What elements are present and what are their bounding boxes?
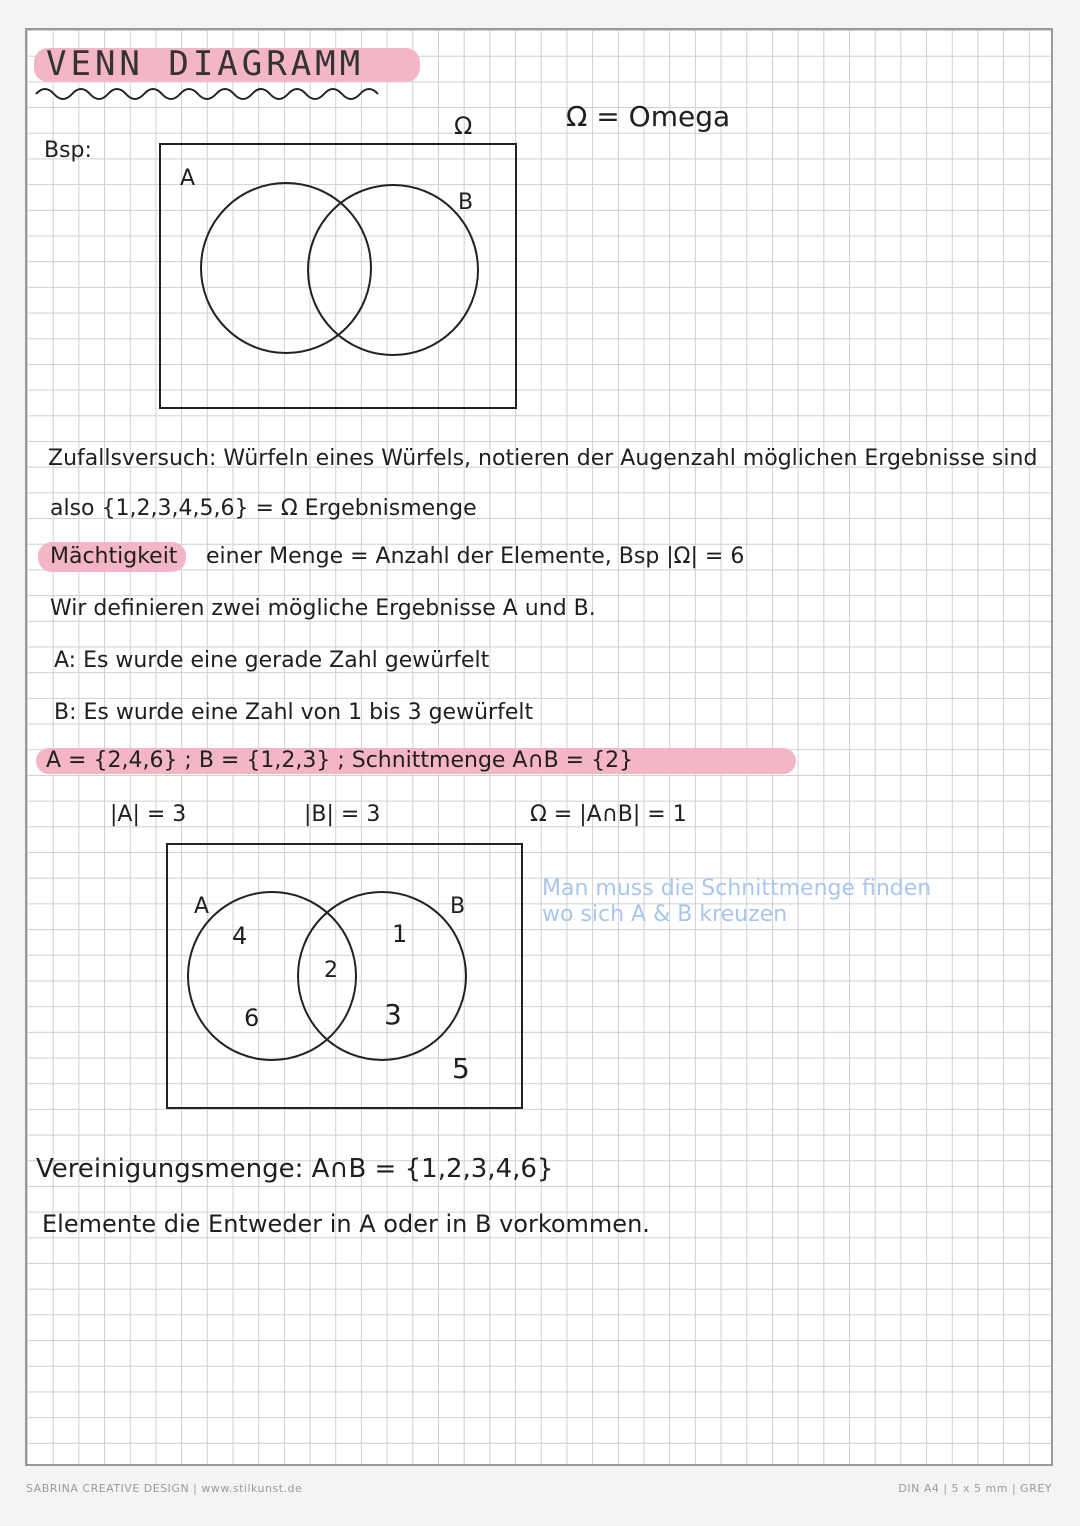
text-line-5: A: Es wurde eine gerade Zahl gewürfelt	[54, 648, 490, 673]
title-underline-wave	[36, 84, 396, 104]
text-line-1: Zufallsversuch: Würfeln eines Würfels, notieren der Augenzahl möglichen Ergebnisse sind	[48, 446, 1038, 471]
note-line-1: Man muss die Schnittmenge finden	[542, 876, 932, 901]
maechtigkeit-term: Mächtigkeit	[50, 544, 178, 569]
diagram1-label-a: A	[180, 166, 196, 191]
diagram2-label-a: A	[194, 894, 210, 919]
outside-element-5: 5	[452, 1052, 470, 1085]
omega-definition: Ω = Omega	[566, 100, 731, 133]
cardinality-b: |B| = 3	[304, 802, 381, 827]
b-only-element-3: 3	[384, 998, 402, 1031]
text-line-6: B: Es wurde eine Zahl von 1 bis 3 gewürfelt	[54, 700, 534, 725]
circle-b-1	[308, 185, 478, 355]
text-line-3: einer Menge = Anzahl der Elemente, Bsp |Ω| = 6	[206, 544, 745, 569]
footer-right: DIN A4 | 5 x 5 mm | GREY	[898, 1482, 1052, 1495]
union-line-2: Elemente die Entweder in A oder in B vorkommen.	[42, 1210, 650, 1238]
diagram2-label-b: B	[450, 894, 466, 919]
intersection-element-2: 2	[324, 958, 338, 983]
text-line-7: A = {2,4,6} ; B = {1,2,3} ; Schnittmenge A∩B = {2}	[46, 748, 634, 773]
example-label: Bsp:	[44, 138, 92, 163]
footer-left: SABRINA CREATIVE DESIGN | www.stilkunst.de	[26, 1482, 303, 1495]
note-line-2: wo sich A & B kreuzen	[542, 902, 788, 927]
page-title: VENN DIAGRAMM	[46, 44, 365, 84]
universe-rect-1	[160, 144, 516, 408]
b-only-element-1: 1	[392, 920, 408, 948]
venn-diagram-1	[150, 120, 530, 420]
a-only-element-4: 4	[232, 922, 248, 950]
text-line-4: Wir definieren zwei mögliche Ergebnisse A und B.	[50, 596, 596, 621]
a-only-element-6: 6	[244, 1004, 260, 1032]
text-line-2: also {1,2,3,4,5,6} = Ω Ergebnismenge	[50, 496, 477, 521]
venn-diagram-2	[160, 838, 530, 1118]
circle-a-1	[201, 183, 371, 353]
cardinality-intersection: Ω = |A∩B| = 1	[530, 802, 687, 827]
diagram1-label-b: B	[458, 190, 474, 215]
cardinality-a: |A| = 3	[110, 802, 187, 827]
diagram1-omega-label: Ω	[454, 112, 473, 140]
union-line-1: Vereinigungsmenge: A∩B = {1,2,3,4,6}	[36, 1154, 554, 1184]
